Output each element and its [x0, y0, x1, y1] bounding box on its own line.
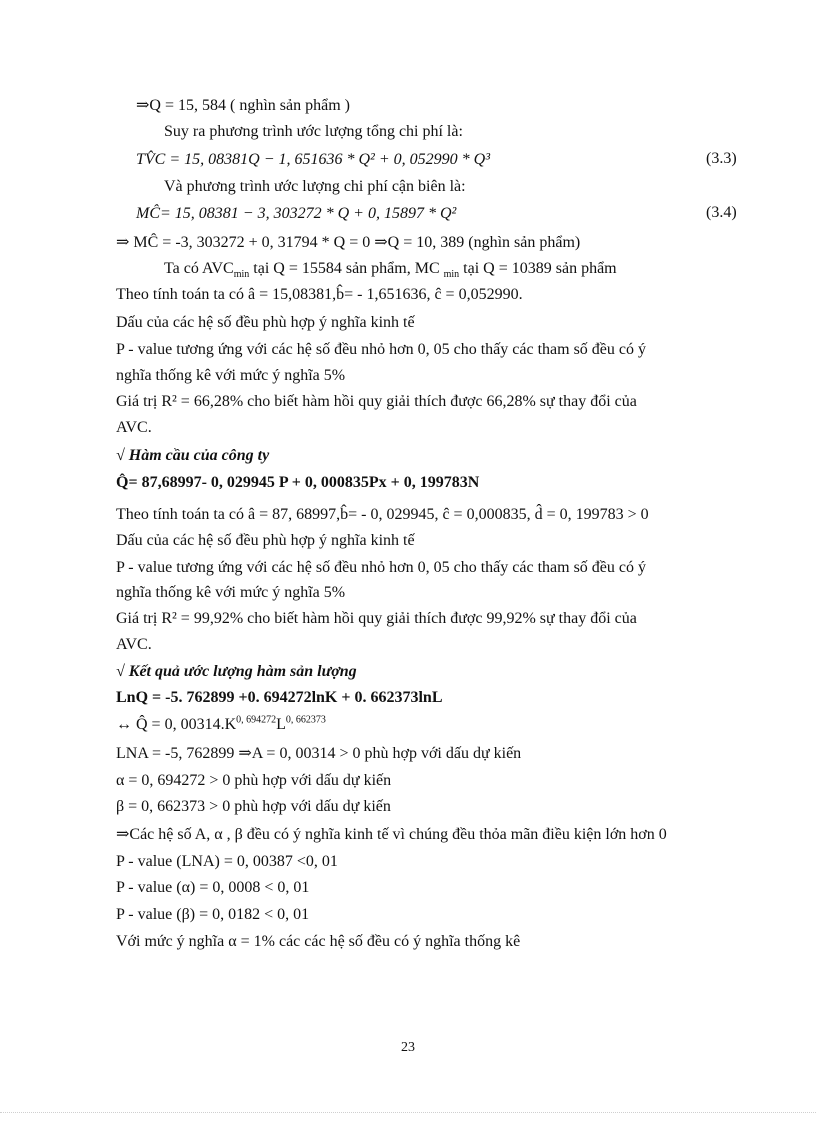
text-line: P - value (α) = 0, 0008 < 0, 01: [116, 879, 310, 896]
text-line: Theo tính toán ta có â = 15,08381,b̂= - 1,651636, ĉ = 0,052990.: [116, 286, 523, 303]
section-heading: √ Hàm cầu của công ty: [116, 447, 270, 464]
equation-mc: MĈ= 15, 08381 − 3, 303272 * Q + 0, 15897 * Q²: [136, 205, 457, 222]
text-line: ⇒ MĈ = -3, 303272 + 0, 31794 * Q = 0 ⇒Q = 10, 389 (nghìn sản phẩm): [116, 234, 581, 251]
text-line: P - value (LNA) = 0, 00387 <0, 01: [116, 853, 338, 870]
text-line: Theo tính toán ta có â = 87, 68997,b̂= - 0, 029945, ĉ = 0,000835, d̂ = 0, 199783 > 0: [116, 506, 649, 523]
text-line: Với mức ý nghĩa α = 1% các các hệ số đều có ý nghĩa thống kê: [116, 933, 521, 950]
text-line: AVC.: [116, 419, 152, 436]
equation-production: LnQ = -5. 762899 +0. 694272lnK + 0. 662373lnL: [116, 689, 443, 706]
section-heading: √ Kết quả ước lượng hàm sản lượng: [116, 663, 357, 680]
equation-tvc: TV̂C = 15, 08381Q − 1, 651636 * Q² + 0, 052990 * Q³: [136, 151, 490, 168]
equation-number: (3.4): [706, 204, 737, 221]
text-line: P - value tương ứng với các hệ số đều nhỏ hơn 0, 05 cho thấy các tham số đều có ý: [116, 341, 647, 358]
text-line: nghĩa thống kê với mức ý nghĩa 5%: [116, 367, 346, 384]
text-line: Ta có $AVC_{min}$ tại Q = 15584 sản phẩm, MC $_{min}$ tại Q = 10389 sản phẩm: [164, 260, 617, 281]
text-line: Giá trị R² = 99,92% cho biết hàm hồi quy giải thích được 99,92% sự thay đổi của: [116, 610, 637, 627]
footer-divider: [0, 1112, 816, 1113]
text-line: AVC.: [116, 636, 152, 653]
text-line: Và phương trình ước lượng chi phí cận biên là:: [164, 178, 466, 195]
text-line: ⇒Q = 15, 584 ( nghìn sản phẩm ): [136, 97, 350, 114]
text-line: Suy ra phương trình ước lượng tổng chi phí là:: [164, 123, 463, 140]
text-line: β = 0, 662373 > 0 phù hợp với dấu dự kiến: [116, 798, 391, 815]
text-line: Giá trị R² = 66,28% cho biết hàm hồi quy giải thích được 66,28% sự thay đổi của: [116, 393, 637, 410]
text-line: α = 0, 694272 > 0 phù hợp với dấu dự kiến: [116, 772, 392, 789]
text-line: nghĩa thống kê với mức ý nghĩa 5%: [116, 584, 346, 601]
text-line: ⇒Các hệ số A, α , β đều có ý nghĩa kinh tế vì chúng đều thỏa mãn điều kiện lớn hơn 0: [116, 826, 667, 843]
text-line: LNA = -5, 762899 ⇒A = 0, 00314 > 0 phù hợp với dấu dự kiến: [116, 745, 522, 762]
equation-cobb-douglas: ↔ Q̂ = 0, $00314.K^{0, 694272}L^{0, 662373}$: [116, 714, 326, 733]
text-line: Dấu của các hệ số đều phù hợp ý nghĩa kinh tế: [116, 532, 415, 549]
equation-demand: Q̂= 87,68997- 0, 029945 P + 0, 000835Px + 0, 199783N: [116, 474, 480, 491]
text-line: Dấu của các hệ số đều phù hợp ý nghĩa kinh tế: [116, 314, 415, 331]
text-line: P - value (β) = 0, 0182 < 0, 01: [116, 906, 310, 923]
page-number: 23: [401, 1040, 415, 1055]
text-line: P - value tương ứng với các hệ số đều nhỏ hơn 0, 05 cho thấy các tham số đều có ý: [116, 559, 647, 576]
equation-number: (3.3): [706, 150, 737, 167]
